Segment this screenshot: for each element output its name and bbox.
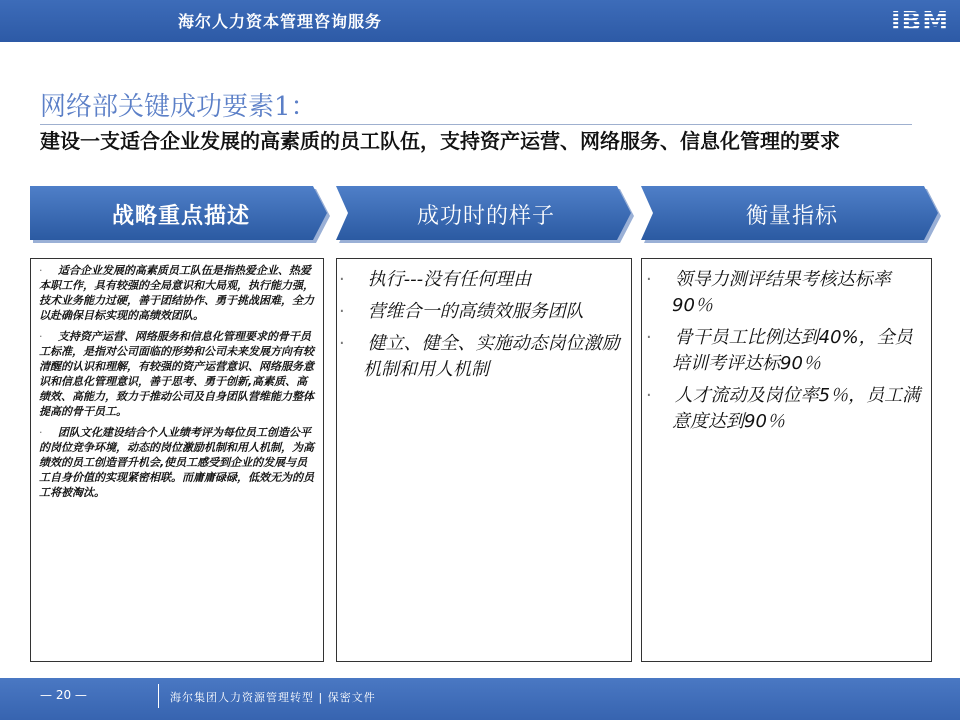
list-item: · 人才流动及岗位率5％，员工满意度达到90％: [646, 385, 921, 432]
column-header-strategy: [30, 185, 332, 243]
list-item: · 适合企业发展的高素质员工队伍是指热爱企业、热爱本职工作，具有较强的全局意识和大局观，执行能力强，技术业务能力过硬，善于团结协作、勇于挑战困难，全力以赴确保目标实现的高绩效团队。: [39, 264, 314, 322]
title-divider: [40, 124, 912, 125]
column-header-label: 成功时的样子: [416, 203, 555, 229]
footer-text: 海尔集团人力资源管理转型 | 保密文件: [170, 691, 376, 704]
slide-subtitle: 建设一支适合企业发展的高素质的员工队伍，支持资产运营、网络服务、信息化管理的要求: [40, 129, 840, 153]
footer-bar: [0, 678, 960, 720]
column-header-success: [336, 185, 636, 243]
list-item: · 领导力测评结果考核达标率90％: [646, 269, 891, 316]
ibm-logo: [888, 6, 952, 34]
header-bar: [0, 0, 960, 42]
success-box: [336, 258, 632, 662]
footer-divider: [158, 684, 159, 708]
strategy-box: [30, 258, 324, 662]
slide-title: 网络部关键成功要素1：: [40, 92, 317, 122]
page-number: — 20 —: [40, 688, 87, 702]
column-header-metrics: [641, 185, 943, 243]
list-item: · 骨干员工比例达到40%，全员培训考评达标90％: [646, 327, 913, 374]
list-item: · 支持资产运营、网络服务和信息化管理要求的骨干员工标准，是指对公司面临的形势和公司未来发展方向有较清醒的认识和理解，有较强的资产运营意识、网络服务意识和信息化管理意识，善于思考、勇于创新,高素质、高绩效、高能力，致力于推动公司及自身团队营维能力整体提高的骨干员工。: [39, 330, 314, 418]
metrics-box: [641, 258, 932, 662]
column-header-label: 战略重点描述: [111, 203, 250, 229]
column-header-label: 衡量指标: [745, 203, 838, 229]
list-item: · 团队文化建设结合个人业绩考评为每位员工创造公平的岗位竞争环境，动态的岗位激励机制和用人机制，为高绩效的员工创造晋升机会,使员工感受到企业的发展与员工自身价值的实现紧密相联。而庸庸碌碌，低效无为的员工将被淘汰。: [39, 426, 314, 499]
list-item: · 执行---没有任何理由: [339, 269, 532, 290]
list-item: · 健立、健全、实施动态岗位激励机制和用人机制: [339, 333, 620, 380]
svg-text:IBM: IBM: [890, 7, 950, 34]
header-title: 海尔人力资本管理咨询服务: [178, 12, 383, 31]
list-item: · 营维合一的高绩效服务团队: [339, 301, 584, 322]
